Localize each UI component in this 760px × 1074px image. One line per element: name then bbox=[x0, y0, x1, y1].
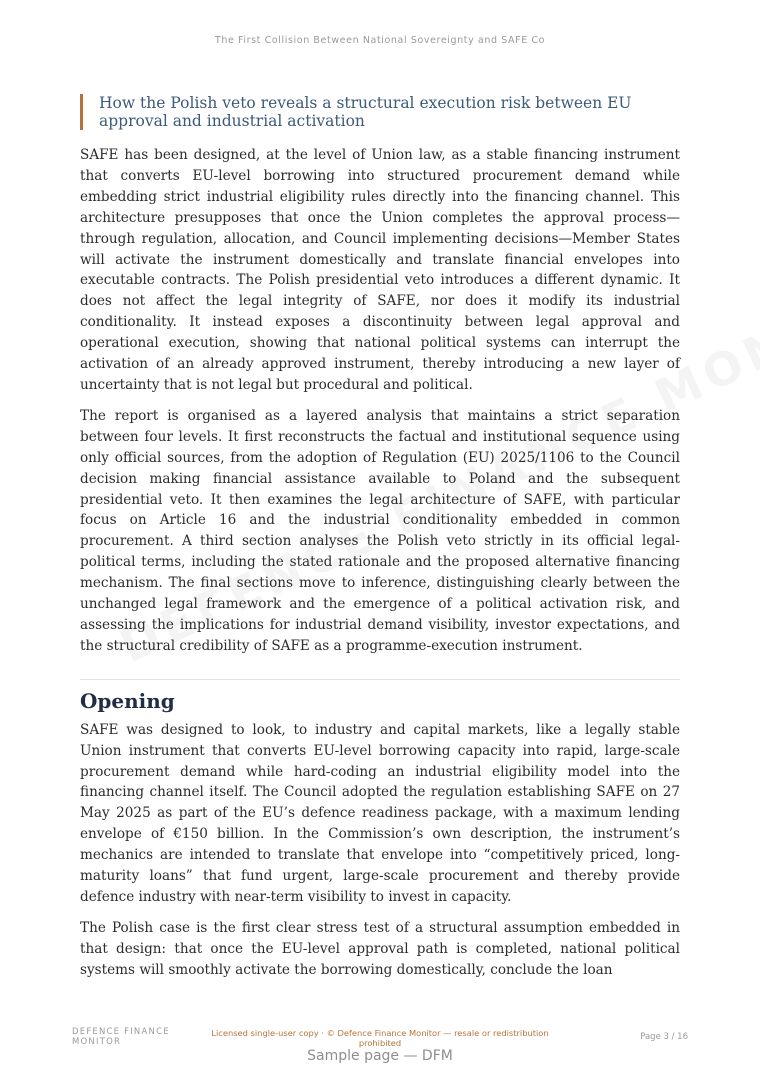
page-number: Page 3 / 16 bbox=[640, 1032, 688, 1042]
footer-brand-line-1: DEFENCE FINANCE bbox=[72, 1027, 170, 1037]
running-header: The First Collision Between National Sovereignty and SAFE Co bbox=[214, 35, 546, 46]
callout-box bbox=[80, 94, 680, 130]
footer-license-line-2: prohibited bbox=[358, 1038, 402, 1048]
section-divider bbox=[80, 679, 680, 680]
sample-page-label: Sample page — DFM bbox=[307, 1048, 453, 1064]
section-heading: Opening bbox=[80, 688, 175, 713]
intro-paragraph-2: The report is organised as a layered analysis that maintains a strict separation between four levels. It first reconstructs the factual and institutional sequence using only official sources, from the adoption of Regulation (EU) 2025/1106 to the Council decision making financial assistance available to Poland and the subsequent presidential veto. It then examines the legal architecture of SAFE, with particular focus on Article 16 and the industrial conditionality embedded in common procurement. A third section analyses the Polish veto strictly in its official legal-political terms, including the stated rationale and the proposed alternative financing mechanism. The final sections move to inference, distinguishing clearly between the unchanged legal framework and the emergence of a political activation risk, and assessing the implications for industrial demand visibility, investor expectations, and the structural credibility of SAFE as a programme-execution instrument. bbox=[80, 407, 680, 654]
callout-text: How the Polish veto reveals a structural execution risk between EU approval and industrial activation bbox=[99, 94, 632, 130]
footer-brand-line-2: MONITOR bbox=[72, 1037, 122, 1047]
footer-license-line-1: Licensed single-user copy · © Defence Finance Monitor — resale or redistribution bbox=[211, 1028, 549, 1038]
footer-license bbox=[200, 1028, 560, 1048]
section-paragraph-2: The Polish case is the first clear stress test of a structural assumption embedded in that design: that once the EU-level approval path is completed, national political systems will smoothly activate the borrowing domestically, conclude the loan bbox=[80, 919, 680, 978]
page-content bbox=[80, 94, 680, 991]
intro-paragraph-1: SAFE has been designed, at the level of Union law, as a stable financing instrument that converts EU-level borrowing into structured procurement demand while embedding strict industrial eligibility rules directly into the financing channel. This architecture presupposes that once the Union completes the approval process—through regulation, allocation, and Council implementing decisions—Member States will activate the instrument domestically and translate financial envelopes into executable contracts. The Polish presidential veto introduces a different dynamic. It does not affect the legal integrity of SAFE, nor does it modify its industrial conditionality. It instead exposes a discontinuity between legal approval and operational execution, showing that national political systems can interrupt the activation of an already approved instrument, thereby introducing a new layer of uncertainty that is not legal but procedural and political. bbox=[80, 147, 680, 393]
footer-brand bbox=[72, 1027, 202, 1047]
section-paragraph-1: SAFE was designed to look, to industry and capital markets, like a legally stable Union instrument that converts EU-level borrowing capacity into rapid, large-scale procurement demand while hard-coding an industrial eligibility model into the financing channel itself. The Council adopted the regulation establishing SAFE on 27 May 2025 as part of the EU’s defence readiness package, with a maximum lending envelope of €150 billion. In the Commission’s own description, the instrument’s mechanics are intended to translate that envelope into “competitively priced, long-maturity loans” that fund urgent, large-scale procurement and thereby provide defence industry with near-term visibility to invest in capacity. bbox=[80, 721, 680, 905]
